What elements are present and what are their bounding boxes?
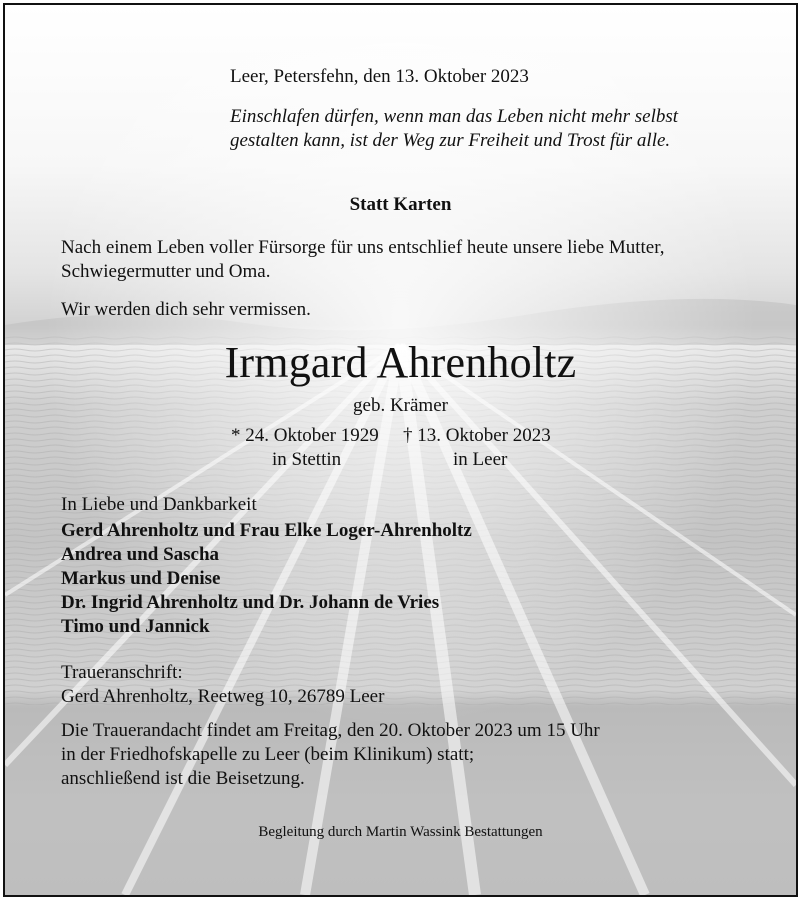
service-line-1: Die Trauerandacht findet am Freitag, den 20. Oktober 2023 um 15 Uhr	[61, 720, 600, 741]
quote-line-2: gestalten kann, ist der Weg zur Freiheit und Trost für alle.	[230, 130, 671, 151]
intro-line-2: Schwiegermutter und Oma.	[61, 261, 271, 282]
mourner-name: Andrea und Sascha	[61, 544, 220, 565]
funeral-home-credit: Begleitung durch Martin Wassink Bestattungen	[258, 824, 543, 840]
intro-line-1: Nach einem Leben voller Fürsorge für uns entschlief heute unsere liebe Mutter,	[61, 237, 665, 258]
mourners-intro: In Liebe und Dankbarkeit	[61, 494, 257, 515]
mourner-name: Dr. Ingrid Ahrenholtz und Dr. Johann de Vries	[61, 592, 440, 613]
mourner-name: Timo und Jannick	[61, 616, 210, 637]
death-place: in Leer	[453, 449, 508, 470]
death-date: † 13. Oktober 2023	[403, 425, 551, 446]
birth-date: * 24. Oktober 1929	[231, 425, 379, 446]
obituary-content	[5, 5, 796, 895]
obituary-frame	[3, 3, 798, 897]
service-line-3: anschließend ist die Beisetzung.	[61, 768, 305, 789]
birth-place: in Stettin	[272, 449, 342, 470]
address-value: Gerd Ahrenholtz, Reetweg 10, 26789 Leer	[61, 686, 385, 707]
maiden-name: geb. Krämer	[353, 395, 448, 416]
place-date: Leer, Petersfehn, den 13. Oktober 2023	[230, 66, 529, 87]
quote-line-1: Einschlafen dürfen, wenn man das Leben nicht mehr selbst	[230, 106, 679, 127]
mourner-name: Markus und Denise	[61, 568, 221, 589]
deceased-name: Irmgard Ahrenholtz	[224, 338, 577, 387]
intro-line-3: Wir werden dich sehr vermissen.	[61, 299, 311, 320]
address-label: Traueranschrift:	[61, 662, 183, 683]
mourner-name: Gerd Ahrenholtz und Frau Elke Loger-Ahrenholtz	[61, 520, 472, 541]
service-line-2: in der Friedhofskapelle zu Leer (beim Klinikum) statt;	[61, 744, 475, 765]
statt-karten-heading: Statt Karten	[349, 194, 452, 215]
